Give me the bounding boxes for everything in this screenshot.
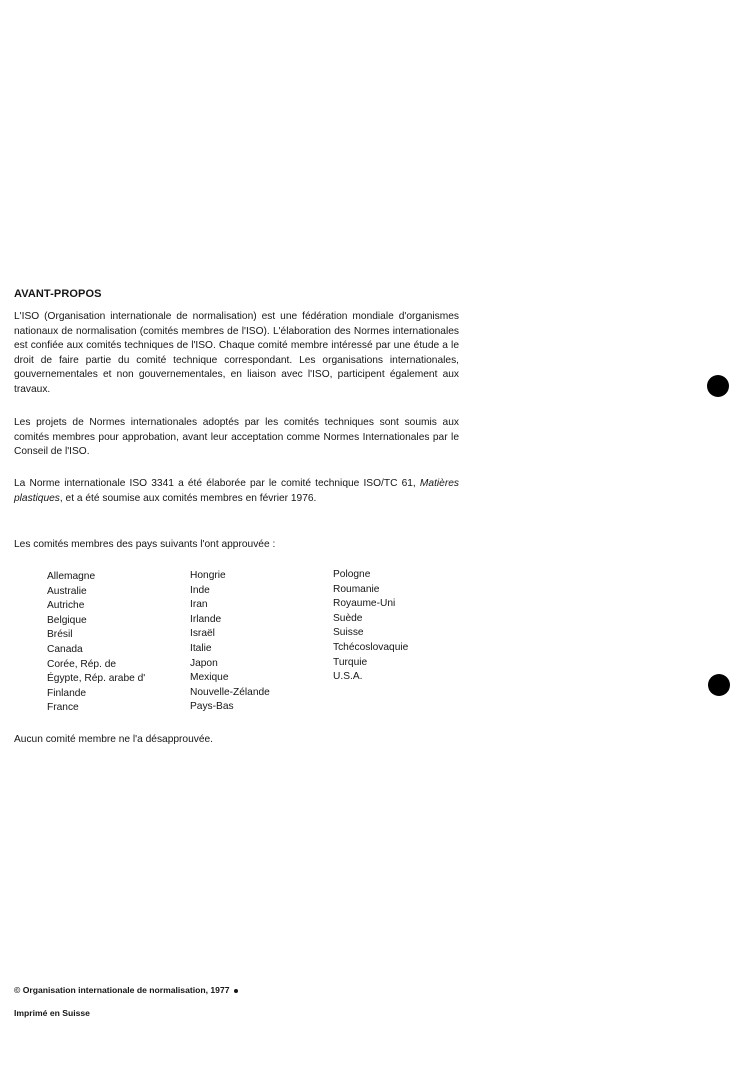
country-item: Tchécoslovaquie (333, 641, 409, 653)
bullet-dot (234, 989, 238, 993)
country-item: Égypte, Rép. arabe d' (47, 673, 146, 685)
country-item: Suisse (333, 627, 364, 639)
country-item: Autriche (47, 600, 85, 612)
country-item: Nouvelle-Zélande (190, 686, 270, 698)
country-item: Inde (190, 584, 210, 596)
country-item: Japon (190, 657, 218, 669)
approval-intro: Les comités membres des pays suivants l'ont approuvée : (14, 539, 276, 550)
country-item: U.S.A. (333, 671, 363, 683)
country-column-3 (333, 568, 408, 685)
punch-hole-top (707, 375, 729, 397)
printed-in-notice: Imprimé en Suisse (14, 1008, 90, 1018)
country-item: Iran (190, 599, 208, 611)
foreword-paragraph-standard-origin (14, 477, 459, 506)
country-item: Pays-Bas (190, 701, 234, 713)
country-item: Canada (47, 643, 83, 655)
disapproval-statement: Aucun comité membre ne l'a désapprouvée. (14, 734, 214, 745)
country-item: Hongrie (190, 570, 226, 581)
copyright-text: © Organisation internationale de normalisation, 1977 (14, 985, 230, 995)
country-item: Australie (47, 585, 87, 597)
country-column-2 (190, 569, 270, 715)
country-item: Irlande (190, 613, 222, 625)
committee-title: Matières plastiques (14, 478, 459, 504)
punch-hole-bottom (708, 674, 730, 696)
country-item: Israël (190, 628, 215, 640)
country-item: Allemagne (47, 571, 96, 582)
country-item: Turquie (333, 656, 368, 668)
copyright-notice (14, 985, 238, 995)
member-countries-list (0, 569, 753, 719)
foreword-paragraph-approval-process: Les projets de Normes internationales adoptés par les comités techniques sont soumis aux comités membres pour approbation, avant leur acceptation comme Normes Internationales par le Conseil de l'ISO. (14, 417, 459, 458)
country-item: Pologne (333, 569, 371, 580)
country-item: Suède (333, 612, 363, 624)
country-item: Finlande (47, 687, 87, 699)
country-column-1 (47, 570, 145, 716)
country-item: France (47, 702, 79, 714)
country-item: Italie (190, 642, 212, 654)
country-item: Royaume-Uni (333, 598, 396, 610)
standard-origin-text-start: La Norme internationale ISO 3341 a été élaborée par le comité technique ISO/TC 61, (14, 478, 420, 489)
foreword-paragraph-iso: L'ISO (Organisation internationale de normalisation) est une fédération mondiale d'organismes nationaux de normalisation (comités membres de l'ISO). L'élaboration des Normes internationales est confiée aux comités techniques de l'ISO. Chaque comité membre intéressé par une étude a le droit de faire partie du comité technique correspondant. Les organisations internationales, gouvernementales et non gouvernementales, en liaison avec l'ISO, participent également aux travaux. (14, 311, 459, 395)
standard-origin-text-end: , et a été soumise aux comités membres en février 1976. (59, 492, 317, 504)
foreword-heading: AVANT-PROPOS (14, 288, 102, 300)
country-item: Brésil (47, 629, 73, 641)
country-item: Roumanie (333, 583, 380, 595)
country-item: Mexique (190, 672, 229, 684)
country-item: Corée, Rép. de (47, 658, 117, 670)
country-item: Belgique (47, 614, 87, 626)
